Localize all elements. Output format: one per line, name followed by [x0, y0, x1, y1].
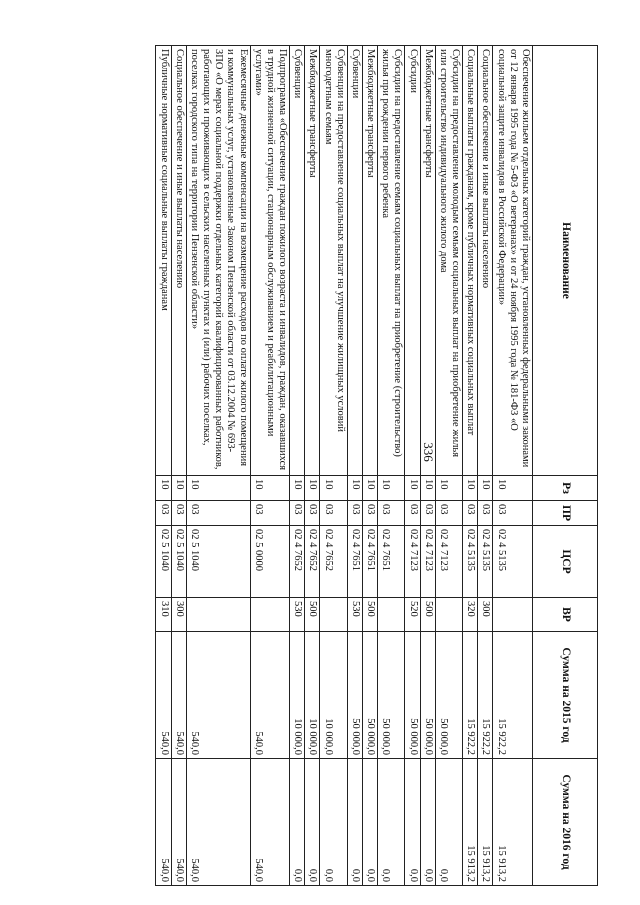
row-pr: 03: [420, 501, 435, 526]
row-name: Субсидии на предоставление семьям социальных выплат на приобретение (строительство) жилья при рождении первого ребенка: [378, 46, 405, 476]
table-row: [347, 46, 362, 886]
row-pr: 03: [493, 501, 533, 526]
row-pr: 03: [305, 501, 320, 526]
row-sum-2016: 540,0: [171, 759, 186, 886]
row-vr: 300: [478, 598, 493, 632]
row-csr: 02 4 5135: [478, 526, 493, 598]
row-vr: 530: [290, 598, 305, 632]
row-sum-2016: 0,0: [405, 759, 420, 886]
page-number: 336: [421, 442, 436, 462]
row-name: Ежемесячные денежные компенсации на возмещение расходов по оплате жилого помещения и коммунальных услуг, установленные Законом Пензенской области от 03.12.2004 № 693-ЗПО «О мерах социальной поддержки отдельных категорий квалифицированных работников, работающих и проживающих в сельских населенных пунктах и (или) рабочих поселках, поселках городского типа на территории Пензенской области»: [186, 46, 250, 476]
row-rz: 10: [250, 476, 290, 501]
row-csr: 02 4 7652: [305, 526, 320, 598]
row-sum-2016: 15 913,2: [478, 759, 493, 886]
row-sum-2016: 0,0: [435, 759, 462, 886]
row-vr: [250, 598, 290, 632]
row-sum-2015: 50 000,0: [435, 632, 462, 759]
row-rz: 10: [171, 476, 186, 501]
header-csr: ЦСР: [533, 526, 598, 598]
row-sum-2015: 15 922,2: [478, 632, 493, 759]
row-csr: 02 5 1040: [186, 526, 250, 598]
row-csr: 02 4 7651: [347, 526, 362, 598]
row-vr: [493, 598, 533, 632]
table-row: [478, 46, 493, 886]
row-csr: 02 5 0000: [250, 526, 290, 598]
row-name: Подпрограмма «Обеспечение граждан пожилого возраста и инвалидов, граждан, оказавшихся в трудной жизненной ситуации, стационарным обслуживанием и реабилитационными услугами»: [250, 46, 290, 476]
row-rz: 10: [493, 476, 533, 501]
table-row: [493, 46, 533, 886]
header-sum-2016: Сумма на 2016 год: [533, 759, 598, 886]
row-vr: [435, 598, 462, 632]
row-name: Субвенции: [290, 46, 305, 476]
row-sum-2015: 540,0: [156, 632, 171, 759]
row-name: Субвенции на предоставление социальных выплат на улучшение жилищных условий многодетным семьям: [320, 46, 347, 476]
row-pr: 03: [171, 501, 186, 526]
row-rz: 10: [378, 476, 405, 501]
table-row: [305, 46, 320, 886]
row-sum-2015: 540,0: [250, 632, 290, 759]
table-row: [378, 46, 405, 886]
row-pr: 03: [463, 501, 478, 526]
row-vr: 320: [463, 598, 478, 632]
row-csr: 02 4 5135: [493, 526, 533, 598]
row-sum-2015: 10 000,0: [320, 632, 347, 759]
header-pr: ПР: [533, 501, 598, 526]
row-rz: 10: [463, 476, 478, 501]
row-vr: 500: [362, 598, 377, 632]
table-row: [290, 46, 305, 886]
table-row: [463, 46, 478, 886]
row-sum-2015: 50 000,0: [378, 632, 405, 759]
table-row: [420, 46, 435, 886]
row-vr: 530: [347, 598, 362, 632]
row-pr: 03: [378, 501, 405, 526]
header-sum-2015: Сумма на 2015 год: [533, 632, 598, 759]
row-vr: 500: [420, 598, 435, 632]
row-sum-2016: 15 913,2: [463, 759, 478, 886]
row-sum-2016: 540,0: [156, 759, 171, 886]
row-name: Межбюджетные трансферты: [420, 46, 435, 476]
header-vr: ВР: [533, 598, 598, 632]
row-rz: 10: [156, 476, 171, 501]
row-csr: 02 4 7123: [420, 526, 435, 598]
row-name: Субсидии: [405, 46, 420, 476]
row-sum-2016: 0,0: [378, 759, 405, 886]
row-rz: 10: [347, 476, 362, 501]
row-pr: 03: [347, 501, 362, 526]
row-csr: 02 4 7652: [290, 526, 305, 598]
row-rz: 10: [320, 476, 347, 501]
row-rz: 10: [405, 476, 420, 501]
row-csr: 02 4 7652: [320, 526, 347, 598]
row-pr: 03: [362, 501, 377, 526]
row-pr: 03: [290, 501, 305, 526]
row-csr: 02 5 1040: [156, 526, 171, 598]
row-vr: [186, 598, 250, 632]
table-row: [250, 46, 290, 886]
row-pr: 03: [320, 501, 347, 526]
row-rz: 10: [305, 476, 320, 501]
row-sum-2015: 50 000,0: [347, 632, 362, 759]
budget-table: [155, 45, 598, 886]
row-sum-2015: 50 000,0: [420, 632, 435, 759]
row-rz: 10: [420, 476, 435, 501]
row-pr: 03: [435, 501, 462, 526]
row-csr: 02 4 7651: [362, 526, 377, 598]
row-csr: 02 4 7651: [378, 526, 405, 598]
row-pr: 03: [250, 501, 290, 526]
row-vr: [320, 598, 347, 632]
row-rz: 10: [290, 476, 305, 501]
row-sum-2016: 0,0: [347, 759, 362, 886]
table-row: [320, 46, 347, 886]
row-sum-2016: 0,0: [305, 759, 320, 886]
row-name: Социальное обеспечение и иные выплаты населению: [478, 46, 493, 476]
row-sum-2016: 540,0: [186, 759, 250, 886]
row-sum-2016: 0,0: [362, 759, 377, 886]
row-sum-2016: 0,0: [290, 759, 305, 886]
row-csr: 02 4 7123: [405, 526, 420, 598]
row-sum-2016: 0,0: [420, 759, 435, 886]
table-row: [362, 46, 377, 886]
header-rz: Рз: [533, 476, 598, 501]
row-sum-2015: 15 922,2: [493, 632, 533, 759]
row-csr: 02 5 1040: [171, 526, 186, 598]
table-row: [186, 46, 250, 886]
row-vr: [378, 598, 405, 632]
row-csr: 02 4 5135: [463, 526, 478, 598]
row-vr: 520: [405, 598, 420, 632]
row-vr: 500: [305, 598, 320, 632]
row-vr: 310: [156, 598, 171, 632]
row-pr: 03: [186, 501, 250, 526]
row-sum-2015: 540,0: [171, 632, 186, 759]
row-name: Субсидии на предоставление молодым семьям социальных выплат на приобретение жилья или строительство индивидуального жилого дома: [435, 46, 462, 476]
row-rz: 10: [362, 476, 377, 501]
header-name: Наименование: [533, 46, 598, 476]
row-pr: 03: [156, 501, 171, 526]
table-row: [156, 46, 171, 886]
row-sum-2015: 50 000,0: [362, 632, 377, 759]
table-body: [156, 46, 533, 886]
row-csr: 02 4 7123: [435, 526, 462, 598]
row-name: Межбюджетные трансферты: [305, 46, 320, 476]
row-name: Межбюджетные трансферты: [362, 46, 377, 476]
table-row: [405, 46, 420, 886]
row-sum-2015: 50 000,0: [405, 632, 420, 759]
table-header-row: [533, 46, 598, 886]
row-name: Субвенции: [347, 46, 362, 476]
row-pr: 03: [478, 501, 493, 526]
row-sum-2016: 0,0: [320, 759, 347, 886]
row-sum-2015: 10 000,0: [305, 632, 320, 759]
row-name: Социальные выплаты гражданам, кроме публичных нормативных социальных выплат: [463, 46, 478, 476]
row-pr: 03: [405, 501, 420, 526]
row-sum-2015: 15 922,2: [463, 632, 478, 759]
row-name: Публичные нормативные социальные выплаты гражданам: [156, 46, 171, 476]
row-vr: 300: [171, 598, 186, 632]
row-rz: 10: [478, 476, 493, 501]
row-rz: 10: [186, 476, 250, 501]
row-sum-2016: 15 913,2: [493, 759, 533, 886]
table-row: [171, 46, 186, 886]
row-name: Социальное обеспечение и иные выплаты населению: [171, 46, 186, 476]
row-rz: 10: [435, 476, 462, 501]
row-sum-2016: 540,0: [250, 759, 290, 886]
rotated-page-content: [106, 45, 598, 885]
table-row: [435, 46, 462, 886]
row-name: Обеспечение жильем отдельных категорий граждан, установленных федеральными законами от 12 января 1995 года № 5-ФЗ «О ветеранах» и от 24 ноября 1995 года № 181-ФЗ «О социальной защите инвалидов в Российской Федерации»: [493, 46, 533, 476]
row-sum-2015: 540,0: [186, 632, 250, 759]
row-sum-2015: 10 000,0: [290, 632, 305, 759]
